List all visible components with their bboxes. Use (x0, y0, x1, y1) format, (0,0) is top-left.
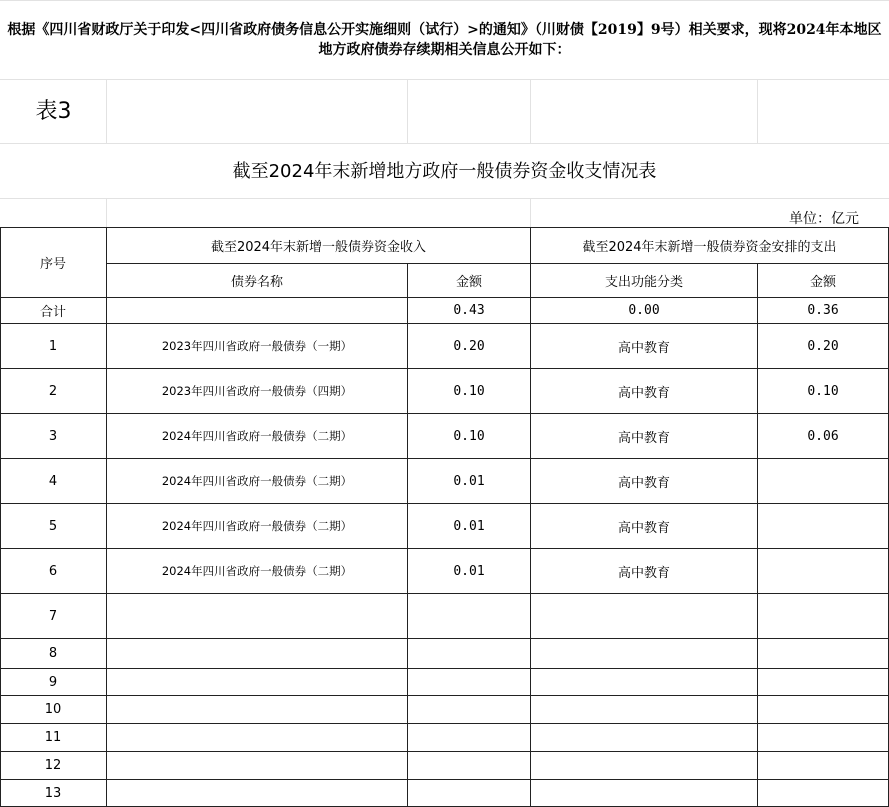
row-amount-in (408, 724, 530, 751)
row-seq: 13 (44, 785, 62, 801)
row-category: 高中教育 (617, 475, 670, 491)
row-category (531, 696, 757, 723)
row-bond-name: 2024年四川省政府一般债券（二期） (161, 519, 353, 533)
row-seq: 10 (44, 702, 62, 717)
row-amount-in (408, 696, 530, 723)
row-amount-out (758, 752, 888, 779)
row-amount-out: 0.06 (807, 428, 839, 444)
row-seq: 12 (44, 758, 62, 773)
row-bond-name: 2023年四川省政府一般债券（一期） (161, 339, 353, 353)
row-category: 高中教育 (617, 520, 670, 536)
row-amount-out: 0.10 (807, 383, 839, 399)
row-bond-name: 2024年四川省政府一般债券（二期） (161, 564, 353, 578)
row-seq: 7 (48, 608, 58, 624)
total-bond (107, 298, 407, 323)
header-income-group: 截至2024年末新增一般债券资金收入 (210, 240, 427, 255)
row-bond-name (107, 696, 407, 723)
row-category (531, 639, 757, 668)
total-category: 0.00 (628, 303, 660, 318)
table-title: 截至2024年末新增地方政府一般债券资金收支情况表 (232, 161, 657, 182)
header-category: 支出功能分类 (604, 275, 683, 290)
row-amount-out (758, 724, 888, 751)
grid-line (757, 80, 758, 143)
row-category (531, 669, 757, 695)
row-amount-in: 0.10 (453, 383, 485, 399)
row-amount-in (408, 639, 530, 668)
row-seq: 9 (48, 674, 58, 690)
header-bond-name: 债券名称 (230, 275, 283, 290)
grid-line (530, 80, 531, 143)
grid-line (106, 199, 107, 227)
row-amount-in: 0.20 (453, 338, 485, 354)
row-amount-out (758, 549, 888, 593)
row-bond-name (107, 780, 407, 806)
header-seq: 序号 (39, 257, 66, 272)
row-amount-out (758, 669, 888, 695)
row-amount-in: 0.01 (453, 518, 485, 534)
header-amount-out: 金额 (809, 275, 836, 290)
row-category (531, 594, 757, 638)
row-bond-name (107, 639, 407, 668)
row-seq: 3 (48, 428, 58, 444)
row-amount-in (408, 669, 530, 695)
row-amount-in (408, 780, 530, 806)
row-bond-name: 2024年四川省政府一般债券（二期） (161, 429, 353, 443)
row-category: 高中教育 (617, 340, 670, 356)
total-amount-out: 0.36 (807, 303, 839, 318)
row-category: 高中教育 (617, 430, 670, 446)
header-amount-in: 金额 (455, 275, 482, 290)
row-bond-name (107, 669, 407, 695)
header-expense-group: 截至2024年末新增一般债券资金安排的支出 (582, 240, 837, 255)
row-category: 高中教育 (617, 385, 670, 401)
grid-line (530, 199, 531, 227)
grid-line (407, 80, 408, 143)
row-amount-out (758, 594, 888, 638)
row-seq: 5 (48, 518, 58, 534)
grid-line (0, 198, 889, 199)
row-seq: 6 (48, 563, 58, 579)
row-amount-in: 0.01 (453, 563, 485, 579)
row-bond-name: 2023年四川省政府一般债券（四期） (161, 384, 353, 398)
row-category (531, 724, 757, 751)
row-seq: 8 (48, 646, 58, 661)
row-amount-in: 0.01 (453, 473, 485, 489)
total-amount-in: 0.43 (453, 303, 485, 318)
row-amount-out: 0.20 (807, 338, 839, 354)
table-number: 表3 (35, 99, 72, 124)
grid-line (0, 79, 889, 80)
row-seq: 1 (48, 338, 58, 354)
row-amount-in (408, 594, 530, 638)
row-seq: 2 (48, 383, 58, 399)
unit-label: 单位：亿元 (789, 211, 859, 227)
row-amount-out (758, 780, 888, 806)
row-seq: 11 (44, 730, 62, 745)
row-bond-name (107, 724, 407, 751)
row-category (531, 752, 757, 779)
row-category (531, 780, 757, 806)
row-bond-name (107, 594, 407, 638)
row-seq: 4 (48, 473, 58, 489)
row-amount-out (758, 459, 888, 503)
row-bond-name: 2024年四川省政府一般债券（二期） (161, 474, 353, 488)
row-bond-name (107, 752, 407, 779)
row-amount-out (758, 504, 888, 548)
intro-paragraph: 根据《四川省财政厅关于印发<四川省政府债务信息公开实施细则（试行）>的通知》（川财债【2019】9号）相关要求，现将2024年本地区地方政府债券存续期相关信息公开如下： (7, 22, 882, 58)
row-amount-in: 0.10 (453, 428, 485, 444)
grid-line (0, 0, 889, 1)
total-label: 合计 (39, 305, 66, 320)
row-amount-out (758, 639, 888, 668)
row-category: 高中教育 (617, 565, 670, 581)
row-amount-out (758, 696, 888, 723)
row-amount-in (408, 752, 530, 779)
